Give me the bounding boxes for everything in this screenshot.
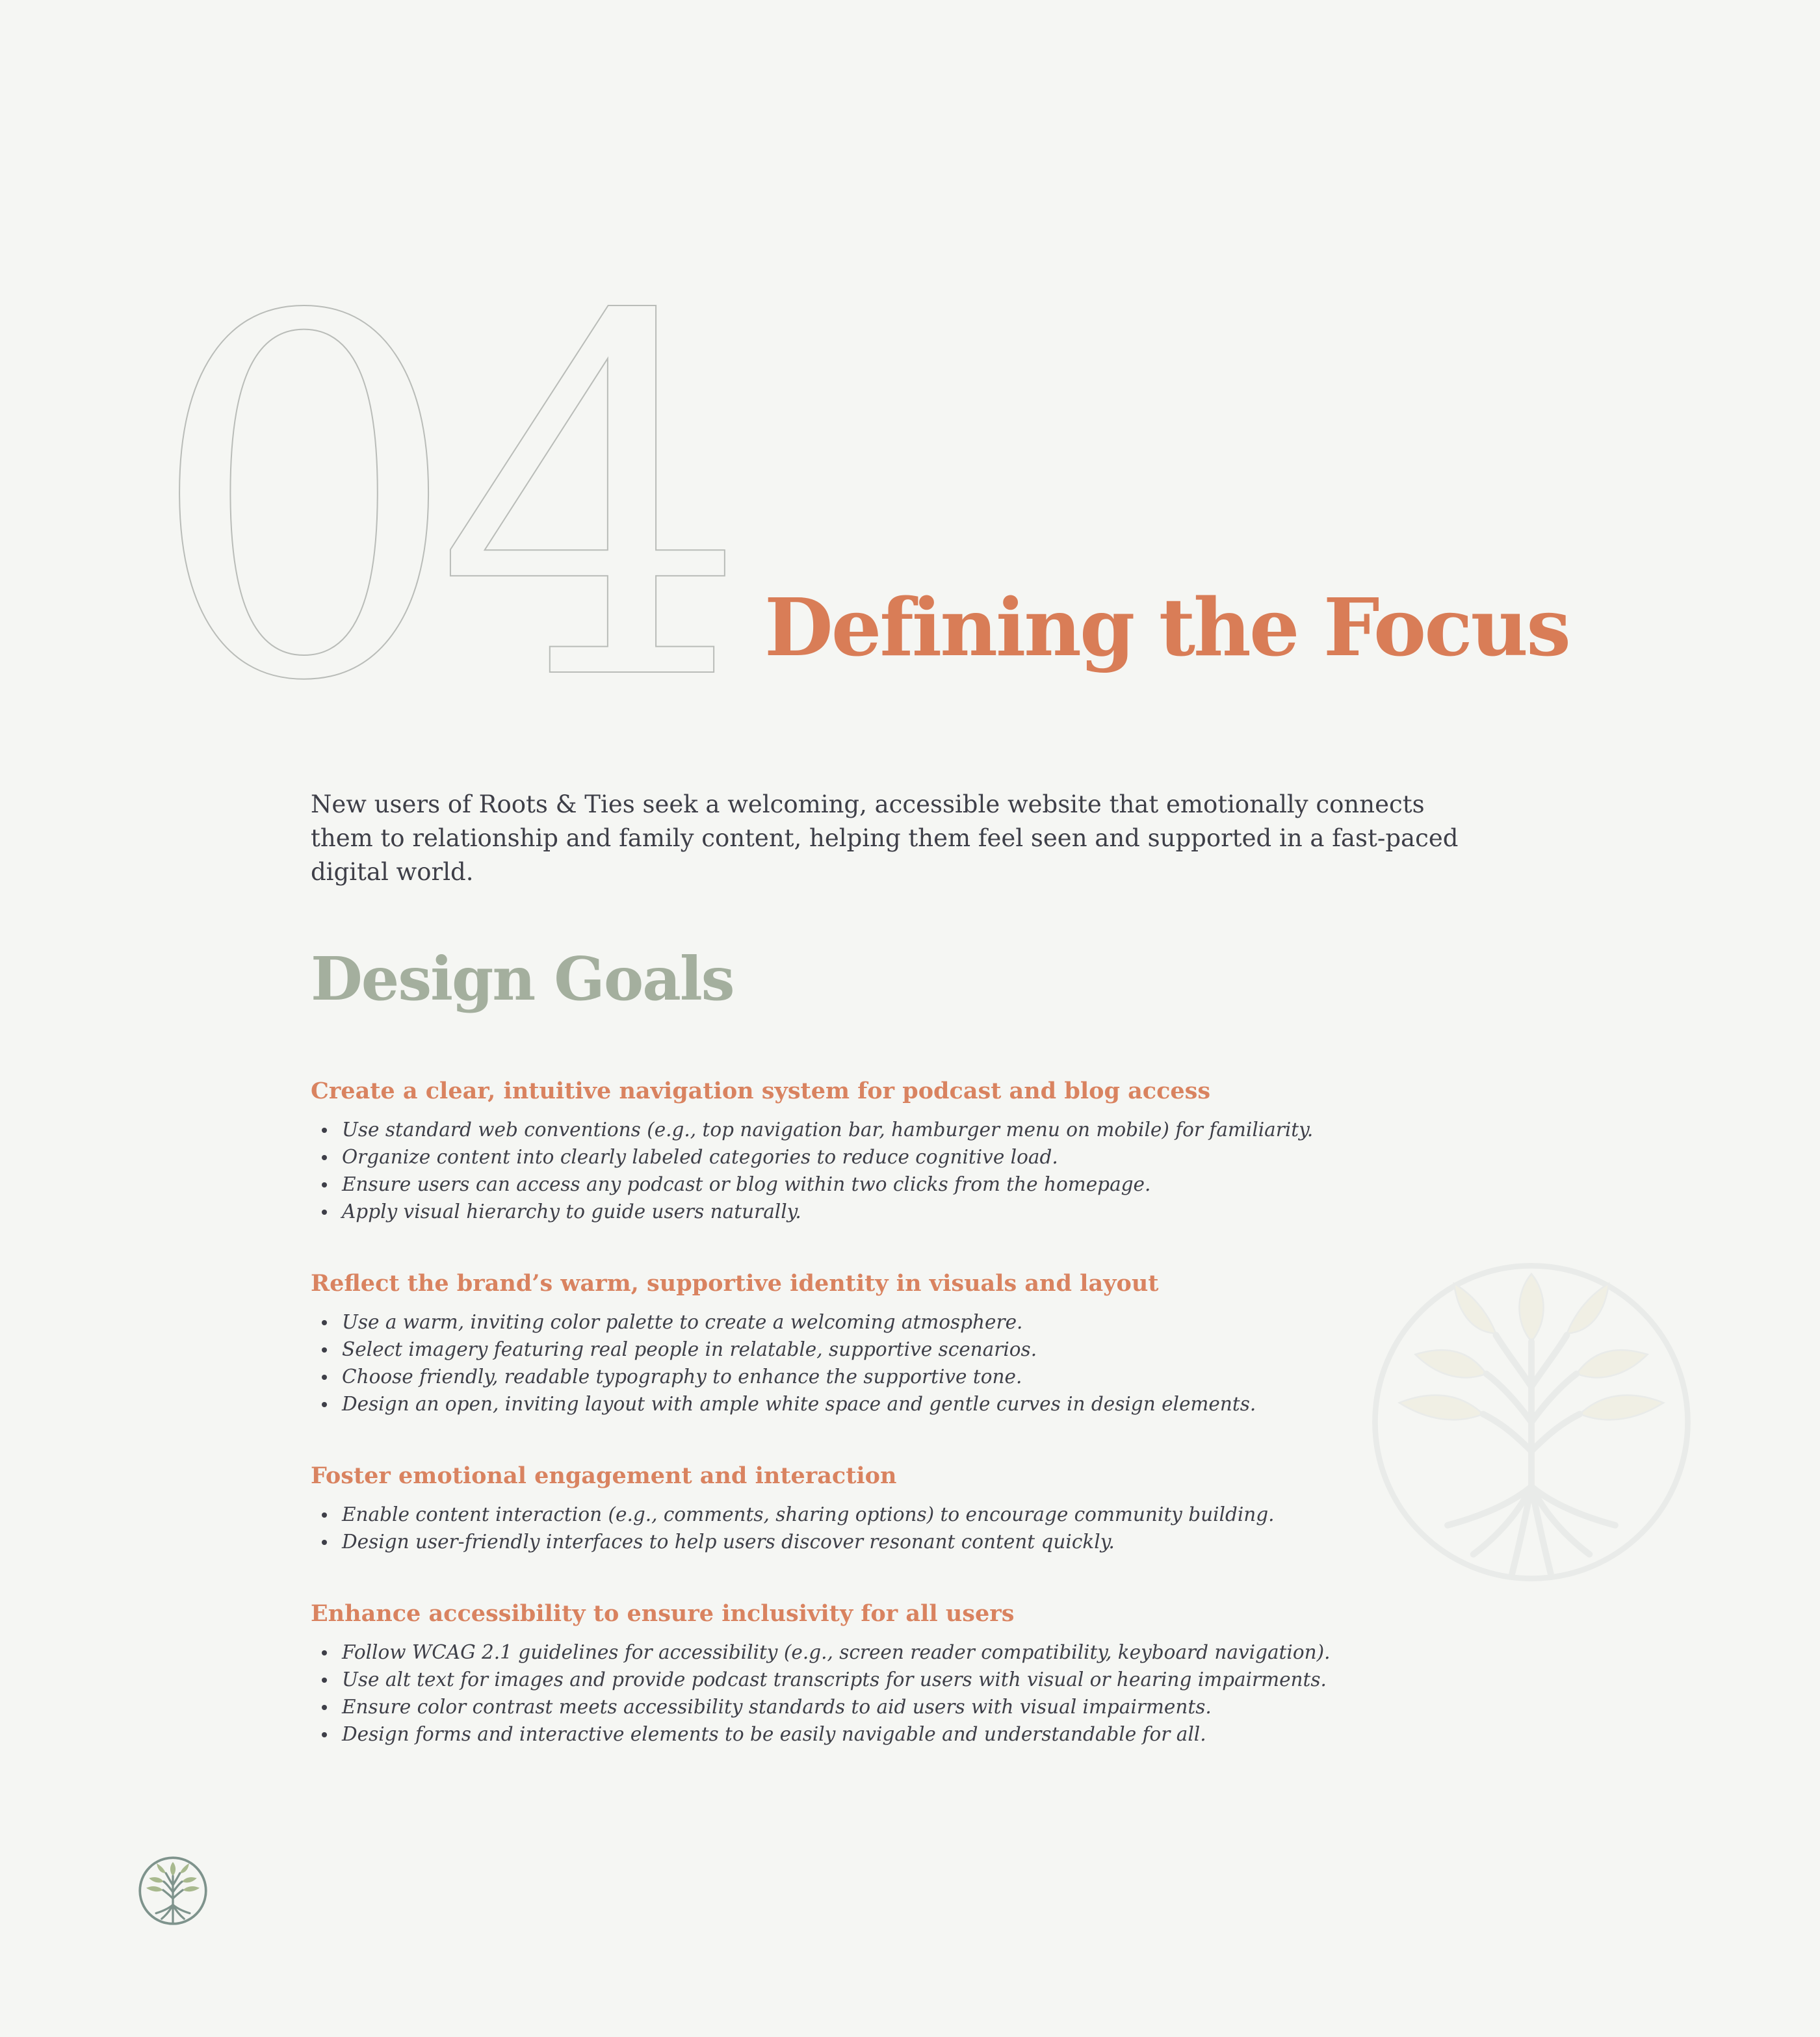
goal-navigation bbox=[311, 1076, 1416, 1225]
list-item: Use standard web conventions (e.g., top navigation bar, hamburger menu on mobile) for familiarity. bbox=[311, 1116, 1416, 1143]
tree-of-life-icon bbox=[1370, 1261, 1693, 1583]
intro-paragraph: New users of Roots & Ties seek a welcoming, accessible website that emotionally connects them to relationship and family content, helping them feel seen and supported in a fast-paced digital world. bbox=[311, 790, 1459, 886]
list-item: Follow WCAG 2.1 guidelines for accessibility (e.g., screen reader compatibility, keyboard navigation). bbox=[311, 1639, 1416, 1666]
goal-title: Enhance accessibility to ensure inclusivity for all users bbox=[311, 1600, 1015, 1627]
list-item: Enable content interaction (e.g., comments, sharing options) to encourage community building. bbox=[311, 1501, 1416, 1528]
goal-engagement bbox=[311, 1460, 1416, 1555]
list-item: Choose friendly, readable typography to enhance the supportive tone. bbox=[311, 1363, 1416, 1390]
list-item: Use a warm, inviting color palette to create a welcoming atmosphere. bbox=[311, 1308, 1416, 1336]
goal-list bbox=[311, 1308, 1416, 1418]
list-item: Ensure users can access any podcast or blog within two clicks from the homepage. bbox=[311, 1171, 1416, 1198]
goal-title: Create a clear, intuitive navigation system for podcast and blog access bbox=[311, 1078, 1211, 1104]
goal-list bbox=[311, 1639, 1416, 1748]
goal-list bbox=[311, 1501, 1416, 1555]
section-number: 04 bbox=[147, 214, 724, 789]
list-item: Select imagery featuring real people in relatable, supportive scenarios. bbox=[311, 1336, 1416, 1363]
goal-list bbox=[311, 1116, 1416, 1225]
list-item: Design an open, inviting layout with ample white space and gentle curves in design elements. bbox=[311, 1390, 1416, 1418]
goal-brand-identity bbox=[311, 1268, 1416, 1418]
list-item: Ensure color contrast meets accessibility standards to aid users with visual impairments. bbox=[311, 1693, 1416, 1720]
list-item: Apply visual hierarchy to guide users naturally. bbox=[311, 1198, 1416, 1225]
page-title: Defining the Focus bbox=[764, 580, 1569, 674]
list-item: Design user-friendly interfaces to help users discover resonant content quickly. bbox=[311, 1528, 1416, 1555]
design-goals-heading: Design Goals bbox=[311, 944, 734, 1014]
list-item: Design forms and interactive elements to be easily navigable and understandable for all. bbox=[311, 1720, 1416, 1748]
goal-accessibility bbox=[311, 1598, 1416, 1748]
list-item: Use alt text for images and provide podcast transcripts for users with visual or hearing impairments. bbox=[311, 1666, 1416, 1693]
goal-title: Foster emotional engagement and interaction bbox=[311, 1462, 897, 1489]
goal-title: Reflect the brand’s warm, supportive identity in visuals and layout bbox=[311, 1270, 1159, 1297]
tree-of-life-icon bbox=[138, 1856, 208, 1926]
list-item: Organize content into clearly labeled categories to reduce cognitive load. bbox=[311, 1143, 1416, 1171]
